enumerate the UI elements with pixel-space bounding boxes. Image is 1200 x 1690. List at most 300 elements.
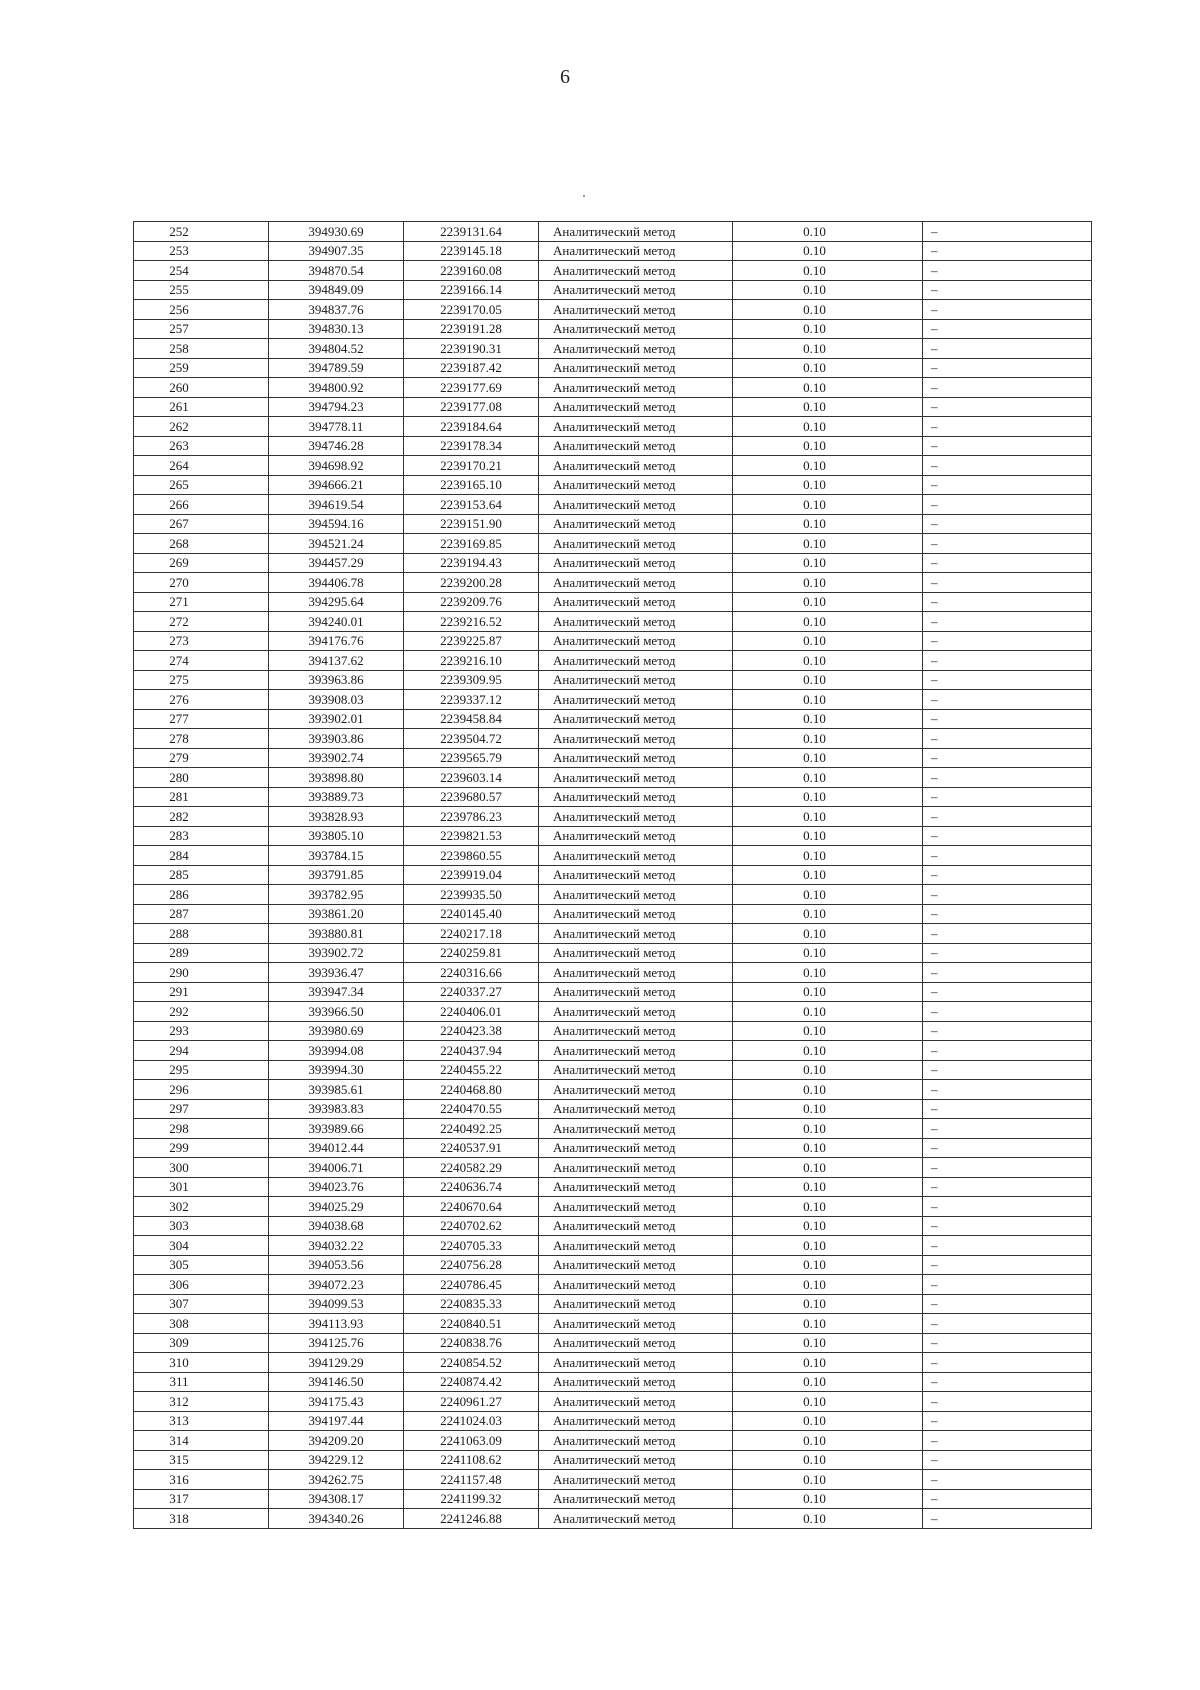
- point-number-cell: 297: [134, 1099, 269, 1119]
- method-cell: Аналитический метод: [539, 612, 733, 632]
- method-cell: Аналитический метод: [539, 1275, 733, 1295]
- table-row: [134, 846, 1092, 866]
- y-coordinate-cell: 2240217.18: [404, 924, 539, 944]
- x-coordinate-cell: 394870.54: [269, 261, 404, 281]
- note-cell: –: [923, 358, 1092, 378]
- note-cell: –: [923, 1353, 1092, 1373]
- x-coordinate-cell: 394619.54: [269, 495, 404, 515]
- precision-cell: 0.10: [733, 1314, 923, 1334]
- method-cell: Аналитический метод: [539, 534, 733, 554]
- method-cell: Аналитический метод: [539, 1236, 733, 1256]
- precision-cell: 0.10: [733, 1080, 923, 1100]
- point-number-cell: 283: [134, 826, 269, 846]
- table-row: [134, 573, 1092, 593]
- x-coordinate-cell: 394197.44: [269, 1411, 404, 1431]
- precision-cell: 0.10: [733, 592, 923, 612]
- point-number-cell: 280: [134, 768, 269, 788]
- point-number-cell: 307: [134, 1294, 269, 1314]
- note-cell: –: [923, 768, 1092, 788]
- precision-cell: 0.10: [733, 1489, 923, 1509]
- table-row: [134, 475, 1092, 495]
- y-coordinate-cell: 2240437.94: [404, 1041, 539, 1061]
- y-coordinate-cell: 2239190.31: [404, 339, 539, 359]
- table-row: [134, 1470, 1092, 1490]
- x-coordinate-cell: 394521.24: [269, 534, 404, 554]
- precision-cell: 0.10: [733, 1197, 923, 1217]
- note-cell: –: [923, 378, 1092, 398]
- method-cell: Аналитический метод: [539, 553, 733, 573]
- precision-cell: 0.10: [733, 768, 923, 788]
- point-number-cell: 309: [134, 1333, 269, 1353]
- precision-cell: 0.10: [733, 982, 923, 1002]
- point-number-cell: 269: [134, 553, 269, 573]
- point-number-cell: 314: [134, 1431, 269, 1451]
- point-number-cell: 261: [134, 397, 269, 417]
- method-cell: Аналитический метод: [539, 1177, 733, 1197]
- y-coordinate-cell: 2239177.69: [404, 378, 539, 398]
- method-cell: Аналитический метод: [539, 417, 733, 437]
- point-number-cell: 308: [134, 1314, 269, 1334]
- table-row: [134, 885, 1092, 905]
- y-coordinate-cell: 2241024.03: [404, 1411, 539, 1431]
- precision-cell: 0.10: [733, 1060, 923, 1080]
- y-coordinate-cell: 2240874.42: [404, 1372, 539, 1392]
- note-cell: –: [923, 339, 1092, 359]
- y-coordinate-cell: 2239194.43: [404, 553, 539, 573]
- x-coordinate-cell: 394176.76: [269, 631, 404, 651]
- y-coordinate-cell: 2239131.64: [404, 222, 539, 242]
- x-coordinate-cell: 394025.29: [269, 1197, 404, 1217]
- table-row: [134, 826, 1092, 846]
- note-cell: –: [923, 709, 1092, 729]
- y-coordinate-cell: 2239504.72: [404, 729, 539, 749]
- y-coordinate-cell: 2240145.40: [404, 904, 539, 924]
- precision-cell: 0.10: [733, 631, 923, 651]
- precision-cell: 0.10: [733, 1236, 923, 1256]
- precision-cell: 0.10: [733, 865, 923, 885]
- note-cell: –: [923, 1197, 1092, 1217]
- note-cell: –: [923, 300, 1092, 320]
- table-row: [134, 222, 1092, 242]
- y-coordinate-cell: 2240835.33: [404, 1294, 539, 1314]
- point-number-cell: 291: [134, 982, 269, 1002]
- point-number-cell: 304: [134, 1236, 269, 1256]
- point-number-cell: 289: [134, 943, 269, 963]
- precision-cell: 0.10: [733, 709, 923, 729]
- table-row: [134, 378, 1092, 398]
- x-coordinate-cell: 393828.93: [269, 807, 404, 827]
- method-cell: Аналитический метод: [539, 768, 733, 788]
- table-row: [134, 1119, 1092, 1139]
- point-number-cell: 317: [134, 1489, 269, 1509]
- method-cell: Аналитический метод: [539, 397, 733, 417]
- method-cell: Аналитический метод: [539, 1431, 733, 1451]
- precision-cell: 0.10: [733, 612, 923, 632]
- method-cell: Аналитический метод: [539, 1002, 733, 1022]
- y-coordinate-cell: 2239935.50: [404, 885, 539, 905]
- y-coordinate-cell: 2239170.21: [404, 456, 539, 476]
- x-coordinate-cell: 394262.75: [269, 1470, 404, 1490]
- note-cell: –: [923, 1177, 1092, 1197]
- method-cell: Аналитический метод: [539, 709, 733, 729]
- y-coordinate-cell: 2239153.64: [404, 495, 539, 515]
- x-coordinate-cell: 394406.78: [269, 573, 404, 593]
- method-cell: Аналитический метод: [539, 1119, 733, 1139]
- x-coordinate-cell: 394340.26: [269, 1509, 404, 1529]
- x-coordinate-cell: 394794.23: [269, 397, 404, 417]
- y-coordinate-cell: 2239225.87: [404, 631, 539, 651]
- y-coordinate-cell: 2240670.64: [404, 1197, 539, 1217]
- point-number-cell: 273: [134, 631, 269, 651]
- y-coordinate-cell: 2240470.55: [404, 1099, 539, 1119]
- y-coordinate-cell: 2239680.57: [404, 787, 539, 807]
- y-coordinate-cell: 2240582.29: [404, 1158, 539, 1178]
- table-row: [134, 1450, 1092, 1470]
- note-cell: –: [923, 1294, 1092, 1314]
- y-coordinate-cell: 2240259.81: [404, 943, 539, 963]
- x-coordinate-cell: 394053.56: [269, 1255, 404, 1275]
- note-cell: –: [923, 1411, 1092, 1431]
- point-number-cell: 255: [134, 280, 269, 300]
- precision-cell: 0.10: [733, 1392, 923, 1412]
- note-cell: –: [923, 1255, 1092, 1275]
- table-row: [134, 943, 1092, 963]
- scan-speck: [583, 195, 585, 197]
- note-cell: –: [923, 982, 1092, 1002]
- point-number-cell: 268: [134, 534, 269, 554]
- x-coordinate-cell: 393880.81: [269, 924, 404, 944]
- method-cell: Аналитический метод: [539, 1372, 733, 1392]
- point-number-cell: 260: [134, 378, 269, 398]
- note-cell: –: [923, 553, 1092, 573]
- y-coordinate-cell: 2240455.22: [404, 1060, 539, 1080]
- note-cell: –: [923, 261, 1092, 281]
- y-coordinate-cell: 2239151.90: [404, 514, 539, 534]
- x-coordinate-cell: 394012.44: [269, 1138, 404, 1158]
- precision-cell: 0.10: [733, 553, 923, 573]
- coordinates-table: [133, 221, 1092, 1529]
- x-coordinate-cell: 393861.20: [269, 904, 404, 924]
- y-coordinate-cell: 2239169.85: [404, 534, 539, 554]
- method-cell: Аналитический метод: [539, 1041, 733, 1061]
- precision-cell: 0.10: [733, 319, 923, 339]
- method-cell: Аналитический метод: [539, 495, 733, 515]
- precision-cell: 0.10: [733, 885, 923, 905]
- x-coordinate-cell: 393889.73: [269, 787, 404, 807]
- precision-cell: 0.10: [733, 924, 923, 944]
- table-row: [134, 1177, 1092, 1197]
- method-cell: Аналитический метод: [539, 222, 733, 242]
- x-coordinate-cell: 394666.21: [269, 475, 404, 495]
- y-coordinate-cell: 2239200.28: [404, 573, 539, 593]
- method-cell: Аналитический метод: [539, 1450, 733, 1470]
- precision-cell: 0.10: [733, 1138, 923, 1158]
- method-cell: Аналитический метод: [539, 1314, 733, 1334]
- table-row: [134, 1333, 1092, 1353]
- point-number-cell: 267: [134, 514, 269, 534]
- point-number-cell: 279: [134, 748, 269, 768]
- point-number-cell: 295: [134, 1060, 269, 1080]
- table-row: [134, 417, 1092, 437]
- point-number-cell: 253: [134, 241, 269, 261]
- point-number-cell: 262: [134, 417, 269, 437]
- method-cell: Аналитический метод: [539, 261, 733, 281]
- point-number-cell: 264: [134, 456, 269, 476]
- method-cell: Аналитический метод: [539, 514, 733, 534]
- note-cell: –: [923, 1509, 1092, 1529]
- note-cell: –: [923, 943, 1092, 963]
- y-coordinate-cell: 2240702.62: [404, 1216, 539, 1236]
- table-row: [134, 1275, 1092, 1295]
- point-number-cell: 257: [134, 319, 269, 339]
- y-coordinate-cell: 2240537.91: [404, 1138, 539, 1158]
- y-coordinate-cell: 2240406.01: [404, 1002, 539, 1022]
- method-cell: Аналитический метод: [539, 924, 733, 944]
- point-number-cell: 306: [134, 1275, 269, 1295]
- table-row: [134, 612, 1092, 632]
- method-cell: Аналитический метод: [539, 1509, 733, 1529]
- method-cell: Аналитический метод: [539, 592, 733, 612]
- y-coordinate-cell: 2240705.33: [404, 1236, 539, 1256]
- precision-cell: 0.10: [733, 573, 923, 593]
- note-cell: –: [923, 904, 1092, 924]
- table-row: [134, 709, 1092, 729]
- y-coordinate-cell: 2240316.66: [404, 963, 539, 983]
- point-number-cell: 298: [134, 1119, 269, 1139]
- precision-cell: 0.10: [733, 826, 923, 846]
- x-coordinate-cell: 393966.50: [269, 1002, 404, 1022]
- point-number-cell: 284: [134, 846, 269, 866]
- table-row: [134, 690, 1092, 710]
- note-cell: –: [923, 1431, 1092, 1451]
- table-row: [134, 358, 1092, 378]
- x-coordinate-cell: 394129.29: [269, 1353, 404, 1373]
- method-cell: Аналитический метод: [539, 865, 733, 885]
- y-coordinate-cell: 2241246.88: [404, 1509, 539, 1529]
- precision-cell: 0.10: [733, 1119, 923, 1139]
- table-row: [134, 904, 1092, 924]
- note-cell: –: [923, 846, 1092, 866]
- note-cell: –: [923, 456, 1092, 476]
- y-coordinate-cell: 2239821.53: [404, 826, 539, 846]
- table-row: [134, 319, 1092, 339]
- table-row: [134, 1002, 1092, 1022]
- x-coordinate-cell: 393980.69: [269, 1021, 404, 1041]
- x-coordinate-cell: 394175.43: [269, 1392, 404, 1412]
- precision-cell: 0.10: [733, 670, 923, 690]
- table-row: [134, 1080, 1092, 1100]
- method-cell: Аналитический метод: [539, 300, 733, 320]
- x-coordinate-cell: 394594.16: [269, 514, 404, 534]
- point-number-cell: 294: [134, 1041, 269, 1061]
- table-row: [134, 1489, 1092, 1509]
- precision-cell: 0.10: [733, 1294, 923, 1314]
- note-cell: –: [923, 1158, 1092, 1178]
- method-cell: Аналитический метод: [539, 690, 733, 710]
- precision-cell: 0.10: [733, 729, 923, 749]
- point-number-cell: 315: [134, 1450, 269, 1470]
- point-number-cell: 292: [134, 1002, 269, 1022]
- point-number-cell: 272: [134, 612, 269, 632]
- note-cell: –: [923, 495, 1092, 515]
- y-coordinate-cell: 2239187.42: [404, 358, 539, 378]
- x-coordinate-cell: 393989.66: [269, 1119, 404, 1139]
- y-coordinate-cell: 2241199.32: [404, 1489, 539, 1509]
- method-cell: Аналитический метод: [539, 1216, 733, 1236]
- method-cell: Аналитический метод: [539, 846, 733, 866]
- table-row: [134, 280, 1092, 300]
- table-row: [134, 339, 1092, 359]
- note-cell: –: [923, 222, 1092, 242]
- note-cell: –: [923, 748, 1092, 768]
- precision-cell: 0.10: [733, 261, 923, 281]
- method-cell: Аналитический метод: [539, 1060, 733, 1080]
- y-coordinate-cell: 2239458.84: [404, 709, 539, 729]
- table-row: [134, 1294, 1092, 1314]
- x-coordinate-cell: 394830.13: [269, 319, 404, 339]
- y-coordinate-cell: 2240838.76: [404, 1333, 539, 1353]
- x-coordinate-cell: 394099.53: [269, 1294, 404, 1314]
- x-coordinate-cell: 393902.72: [269, 943, 404, 963]
- table-row: [134, 729, 1092, 749]
- y-coordinate-cell: 2241063.09: [404, 1431, 539, 1451]
- x-coordinate-cell: 393902.74: [269, 748, 404, 768]
- y-coordinate-cell: 2240756.28: [404, 1255, 539, 1275]
- table-row: [134, 982, 1092, 1002]
- point-number-cell: 252: [134, 222, 269, 242]
- precision-cell: 0.10: [733, 241, 923, 261]
- precision-cell: 0.10: [733, 1509, 923, 1529]
- note-cell: –: [923, 514, 1092, 534]
- precision-cell: 0.10: [733, 690, 923, 710]
- method-cell: Аналитический метод: [539, 1333, 733, 1353]
- note-cell: –: [923, 1138, 1092, 1158]
- x-coordinate-cell: 394023.76: [269, 1177, 404, 1197]
- method-cell: Аналитический метод: [539, 943, 733, 963]
- method-cell: Аналитический метод: [539, 1021, 733, 1041]
- y-coordinate-cell: 2241157.48: [404, 1470, 539, 1490]
- point-number-cell: 305: [134, 1255, 269, 1275]
- x-coordinate-cell: 393994.30: [269, 1060, 404, 1080]
- note-cell: –: [923, 319, 1092, 339]
- table-row: [134, 748, 1092, 768]
- y-coordinate-cell: 2239177.08: [404, 397, 539, 417]
- note-cell: –: [923, 534, 1092, 554]
- note-cell: –: [923, 787, 1092, 807]
- method-cell: Аналитический метод: [539, 1489, 733, 1509]
- x-coordinate-cell: 394837.76: [269, 300, 404, 320]
- precision-cell: 0.10: [733, 1353, 923, 1373]
- method-cell: Аналитический метод: [539, 436, 733, 456]
- table-row: [134, 631, 1092, 651]
- point-number-cell: 286: [134, 885, 269, 905]
- table-row: [134, 1509, 1092, 1529]
- y-coordinate-cell: 2239170.05: [404, 300, 539, 320]
- method-cell: Аналитический метод: [539, 1255, 733, 1275]
- precision-cell: 0.10: [733, 846, 923, 866]
- x-coordinate-cell: 393791.85: [269, 865, 404, 885]
- note-cell: –: [923, 1392, 1092, 1412]
- note-cell: –: [923, 1314, 1092, 1334]
- x-coordinate-cell: 394907.35: [269, 241, 404, 261]
- method-cell: Аналитический метод: [539, 1411, 733, 1431]
- x-coordinate-cell: 394240.01: [269, 612, 404, 632]
- note-cell: –: [923, 280, 1092, 300]
- point-number-cell: 256: [134, 300, 269, 320]
- point-number-cell: 300: [134, 1158, 269, 1178]
- point-number-cell: 275: [134, 670, 269, 690]
- precision-cell: 0.10: [733, 1041, 923, 1061]
- note-cell: –: [923, 1450, 1092, 1470]
- table-row: [134, 1236, 1092, 1256]
- y-coordinate-cell: 2240961.27: [404, 1392, 539, 1412]
- precision-cell: 0.10: [733, 534, 923, 554]
- table-row: [134, 924, 1092, 944]
- x-coordinate-cell: 393947.34: [269, 982, 404, 1002]
- point-number-cell: 313: [134, 1411, 269, 1431]
- x-coordinate-cell: 394038.68: [269, 1216, 404, 1236]
- point-number-cell: 265: [134, 475, 269, 495]
- x-coordinate-cell: 394146.50: [269, 1372, 404, 1392]
- table-row: [134, 1099, 1092, 1119]
- method-cell: Аналитический метод: [539, 729, 733, 749]
- note-cell: –: [923, 924, 1092, 944]
- note-cell: –: [923, 1021, 1092, 1041]
- table-row: [134, 1041, 1092, 1061]
- y-coordinate-cell: 2241108.62: [404, 1450, 539, 1470]
- table-row: [134, 768, 1092, 788]
- point-number-cell: 259: [134, 358, 269, 378]
- note-cell: –: [923, 631, 1092, 651]
- table-row: [134, 787, 1092, 807]
- method-cell: Аналитический метод: [539, 904, 733, 924]
- point-number-cell: 270: [134, 573, 269, 593]
- y-coordinate-cell: 2239337.12: [404, 690, 539, 710]
- note-cell: –: [923, 807, 1092, 827]
- x-coordinate-cell: 394778.11: [269, 417, 404, 437]
- note-cell: –: [923, 885, 1092, 905]
- x-coordinate-cell: 394113.93: [269, 1314, 404, 1334]
- y-coordinate-cell: 2240854.52: [404, 1353, 539, 1373]
- y-coordinate-cell: 2239178.34: [404, 436, 539, 456]
- precision-cell: 0.10: [733, 456, 923, 476]
- table-row: [134, 651, 1092, 671]
- x-coordinate-cell: 393805.10: [269, 826, 404, 846]
- note-cell: –: [923, 573, 1092, 593]
- table-row: [134, 514, 1092, 534]
- x-coordinate-cell: 393784.15: [269, 846, 404, 866]
- point-number-cell: 274: [134, 651, 269, 671]
- method-cell: Аналитический метод: [539, 670, 733, 690]
- point-number-cell: 311: [134, 1372, 269, 1392]
- point-number-cell: 281: [134, 787, 269, 807]
- method-cell: Аналитический метод: [539, 826, 733, 846]
- x-coordinate-cell: 393782.95: [269, 885, 404, 905]
- precision-cell: 0.10: [733, 475, 923, 495]
- method-cell: Аналитический метод: [539, 1138, 733, 1158]
- y-coordinate-cell: 2239209.76: [404, 592, 539, 612]
- x-coordinate-cell: 394789.59: [269, 358, 404, 378]
- precision-cell: 0.10: [733, 651, 923, 671]
- table-row: [134, 1431, 1092, 1451]
- y-coordinate-cell: 2239565.79: [404, 748, 539, 768]
- precision-cell: 0.10: [733, 1411, 923, 1431]
- y-coordinate-cell: 2239919.04: [404, 865, 539, 885]
- y-coordinate-cell: 2239145.18: [404, 241, 539, 261]
- y-coordinate-cell: 2239603.14: [404, 768, 539, 788]
- precision-cell: 0.10: [733, 1177, 923, 1197]
- point-number-cell: 310: [134, 1353, 269, 1373]
